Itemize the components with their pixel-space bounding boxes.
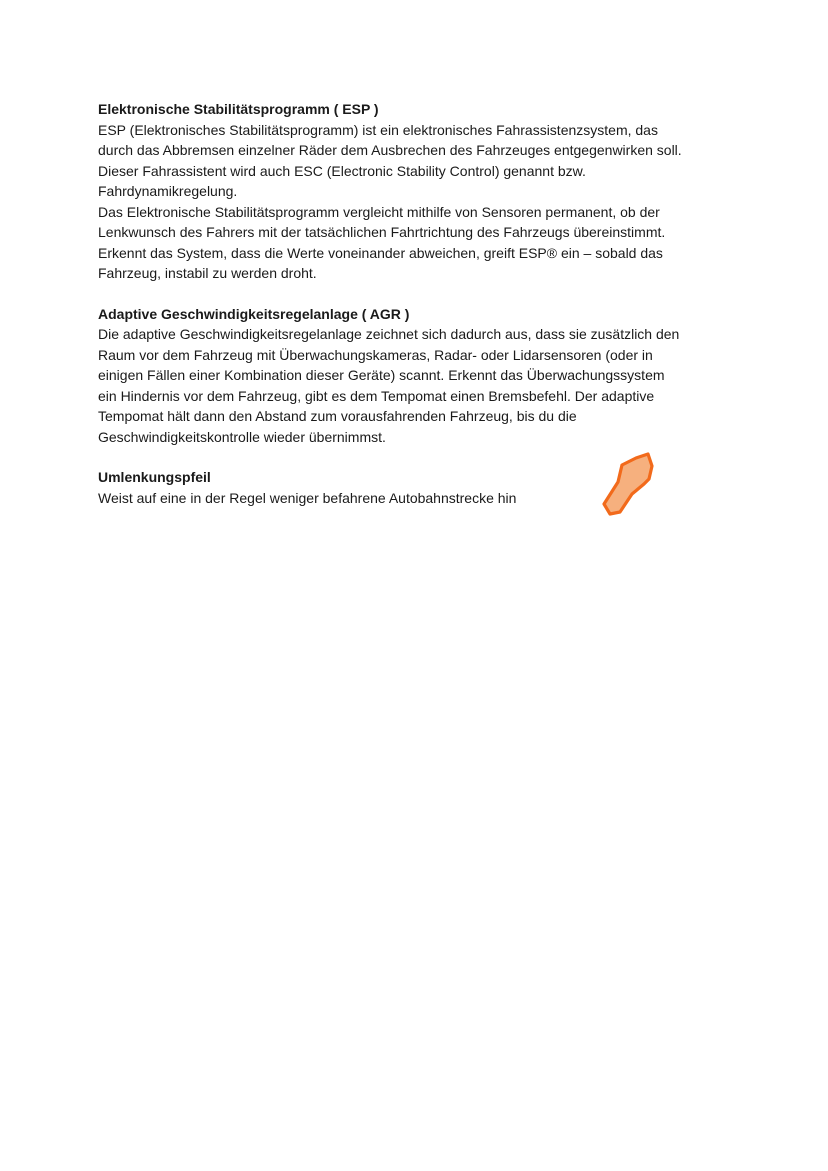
section-heading-esp: Elektronische Stabilitätsprogramm ( ESP ) (98, 101, 379, 117)
text-line: Dieser Fahrassistent wird auch ESC (Electronic Stability Control) genannt bzw. (98, 162, 586, 179)
section-heading-umlenkungspfeil: Umlenkungspfeil (98, 469, 211, 485)
section-heading-agr: Adaptive Geschwindigkeitsregelanlage ( AGR ) (98, 305, 410, 322)
text-line: Die adaptive Geschwindigkeitsregelanlage zeichnet sich dadurch aus, dass sie zusätzlich den (98, 326, 680, 342)
arrow-shape (604, 454, 652, 514)
text-line: Geschwindigkeitskontrolle wieder übernimmst. (98, 428, 386, 445)
orange-arrow-sketch-icon (596, 452, 656, 518)
text-line: durch das Abbremsen einzelner Räder dem Ausbrechen des Fahrzeuges entgegenwirken soll. (98, 142, 682, 158)
text-line: Raum vor dem Fahrzeug mit Überwachungskameras, Radar- oder Lidarsensoren (oder in (98, 346, 653, 363)
text-line: Fahrzeug, instabil zu werden droht. (98, 265, 317, 281)
text-line: Lenkwunsch des Fahrers mit der tatsächlichen Fahrtrichtung des Fahrzeugs übereinstimmt. (98, 224, 666, 240)
section-text-esp (98, 120, 738, 284)
text-line: Erkennt das System, dass die Werte voneinander abweichen, greift ESP® ein – sobald das (98, 244, 663, 261)
section-esp (98, 99, 738, 284)
section-agr (98, 304, 738, 448)
text-line: einigen Fällen einer Kombination dieser Geräte) scannt. Erkennt das Überwachungssystem (98, 367, 665, 383)
section-text-agr (98, 324, 738, 447)
text-line: Das Elektronische Stabilitätsprogramm vergleicht mithilfe von Sensoren permanent, ob der (98, 203, 660, 220)
text-line: Weist auf eine in der Regel weniger befahrene Autobahnstrecke hin (98, 489, 517, 506)
text-line: Tempomat hält dann den Abstand zum vorausfahrenden Fahrzeug, bis du die (98, 408, 577, 424)
text-line: ESP (Elektronisches Stabilitätsprogramm) ist ein elektronisches Fahrassistenzsystem, das (98, 121, 658, 138)
text-line: Fahrdynamikregelung. (98, 183, 238, 199)
text-line: ein Hindernis vor dem Fahrzeug, gibt es dem Tempomat einen Bremsbefehl. Der adaptive (98, 387, 655, 404)
